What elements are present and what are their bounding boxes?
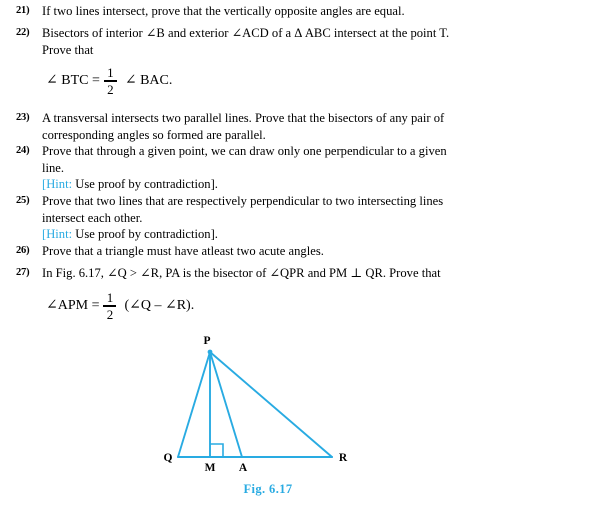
question-body-25: [42, 193, 616, 243]
vertex-dot-P: [208, 350, 213, 355]
question-line: A transversal intersects two parallel lines. Prove that the bisectors of any pair of: [42, 111, 445, 125]
hint-text: Use proof by contradiction].: [72, 177, 218, 191]
question-line: line.: [42, 160, 65, 175]
question-body-27: [42, 265, 616, 282]
question-body-22: [42, 25, 616, 58]
question-item-23: [0, 110, 616, 143]
right-angle-marker-icon: [210, 444, 223, 457]
formula-lhs: ∠APM =: [46, 297, 100, 313]
fraction-numerator: 1: [106, 290, 114, 305]
question-body-26: [42, 243, 616, 260]
formula-rhs: ∠ BAC.: [124, 72, 173, 88]
figure-6-17: [0, 330, 616, 520]
hint-line-25: [42, 226, 616, 243]
fraction-denominator: 2: [107, 81, 114, 97]
figure-caption: Fig. 6.17: [243, 482, 293, 496]
question-item-22: [0, 25, 616, 58]
question-line: Bisectors of interior ∠B and exterior ∠ACD of a Δ ABC intersect at the point T.: [42, 26, 450, 40]
segment-PR: [210, 352, 332, 457]
fraction-denominator: 2: [106, 306, 114, 322]
question-line: In Fig. 6.17, ∠Q > ∠R, PA is the bisector of ∠QPR and PM ⊥ QR. Prove that: [42, 266, 441, 280]
question-number-26: 26): [16, 245, 30, 256]
question-number-23: 23): [16, 112, 30, 123]
formula-rhs: (∠Q – ∠R).: [124, 297, 195, 313]
hint-label: [Hint:: [42, 177, 73, 191]
question-line: Prove that through a given point, we can draw only one perpendicular to a given: [42, 144, 447, 158]
question-line: If two lines intersect, prove that the vertically opposite angles are equal.: [42, 4, 405, 18]
vertex-label-R: R: [338, 452, 348, 464]
question-body-23: [42, 110, 616, 143]
question-item-24: [0, 143, 616, 193]
vertex-label-A: A: [238, 462, 248, 474]
figure-caption-wrapper: [0, 482, 616, 497]
question-line: Prove that two lines that are respectively perpendicular to two intersecting lines: [42, 194, 444, 208]
formula-q27: [46, 291, 194, 321]
question-item-21: [0, 3, 616, 20]
question-number-22: 22): [16, 27, 30, 38]
fraction-one-half: [104, 66, 117, 96]
question-number-24: 24): [16, 145, 30, 156]
vertex-label-M: M: [204, 462, 216, 474]
formula-q22: [46, 66, 172, 96]
question-item-27: [0, 265, 616, 282]
question-number-27: 27): [16, 267, 30, 278]
question-line: corresponding angles so formed are parallel.: [42, 127, 266, 142]
vertex-label-P: P: [203, 335, 211, 347]
question-line: Prove that a triangle must have atleast two acute angles.: [42, 244, 324, 258]
fraction-numerator: 1: [107, 65, 114, 80]
hint-text: Use proof by contradiction].: [72, 227, 218, 241]
question-item-25: [0, 193, 616, 243]
question-number-21: 21): [16, 5, 30, 16]
segment-PQ: [178, 352, 210, 457]
hint-label: [Hint:: [42, 227, 73, 241]
hint-line-24: [42, 176, 616, 193]
triangle-diagram-svg: [0, 330, 616, 480]
segment-PA-bisector: [210, 352, 242, 457]
question-body-21: [42, 3, 616, 20]
formula-lhs: ∠ BTC =: [46, 72, 100, 88]
question-line: Prove that: [42, 42, 94, 57]
question-item-26: [0, 243, 616, 260]
question-number-25: 25): [16, 195, 30, 206]
vertex-label-Q: Q: [163, 452, 173, 464]
question-body-24: [42, 143, 616, 193]
question-line: intersect each other.: [42, 210, 143, 225]
fraction-one-half: [103, 291, 116, 321]
